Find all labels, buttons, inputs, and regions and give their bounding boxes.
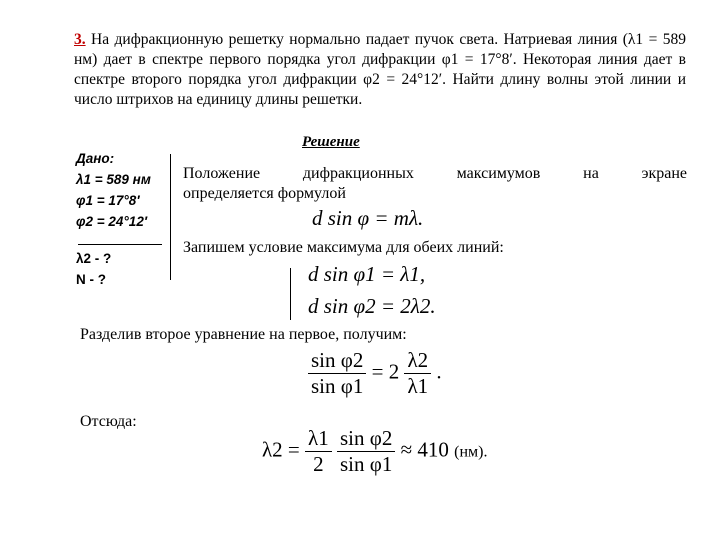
given-item-phi2: φ2 = 24°12′ <box>76 214 148 229</box>
given-block <box>76 148 172 287</box>
grating-formula: d sin φ = mλ. <box>312 206 424 230</box>
given-item-phi1: φ1 = 17°8′ <box>76 193 140 208</box>
find-lambda2: λ2 - ? <box>76 251 112 266</box>
problem-number: 3. <box>74 31 86 48</box>
result-formula: λ2 = $\frac{\lambda 1}{2}$ $\frac{\text{sin φ2}}{\text{sin φ1}}$ ≈ 410 (нм). <box>262 426 488 476</box>
solution-text-1: Положение дифракционных максимумов на экране <box>183 165 687 182</box>
solution-text-2: определяется формулой <box>183 185 346 202</box>
result-unit: (нм). <box>454 443 488 461</box>
ratio-formula: $\frac{\text{sin φ2}}{\text{sin φ1}}$ = 2 $\frac{\lambda 2}{\lambda 1}$ . <box>308 348 442 399</box>
problem-statement <box>74 30 686 110</box>
find-block <box>76 248 111 290</box>
find-n: N - ? <box>76 272 106 287</box>
result-fraction-1: $\frac{\lambda 1}{2}$ <box>305 426 332 477</box>
system-brace <box>290 268 299 320</box>
given-item-lambda1: λ1 = 589 нм <box>76 172 151 187</box>
solution-text-4: Разделив второе уравнение на первое, получим: <box>80 326 407 343</box>
given-title: Дано: <box>76 151 115 166</box>
problem-text: На дифракционную решетку нормально падает пучок света. Натриевая линия (λ1 = 589 нм) дает в спектре первого порядка угол дифракции φ1 = 17°8′. Некоторая линия дает в спектре второго порядка угол дифракции φ2 = 24°12′. Найти длину волны этой линии и число штрихов на единицу длины решетки. <box>74 31 686 108</box>
solution-text-5: Отсюда: <box>80 413 137 430</box>
result-fraction-2: $\frac{\text{sin φ2}}{\text{sin φ1}}$ <box>337 426 395 477</box>
solution-text-3: Запишем условие максимума для обеих линий: <box>183 239 504 256</box>
given-divider-vertical <box>170 154 171 280</box>
system-equation-1: d sin φ1 = λ1, <box>308 262 426 286</box>
solution-title: Решение <box>302 134 360 150</box>
ratio-rhs-fraction: $\frac{\lambda 2}{\lambda 1}$ <box>404 348 431 399</box>
given-divider-horizontal <box>78 244 162 245</box>
system-equation-2: d sin φ2 = 2λ2. <box>308 294 436 318</box>
ratio-lhs-fraction: $\frac{\text{sin φ2}}{\text{sin φ1}}$ <box>308 348 366 399</box>
